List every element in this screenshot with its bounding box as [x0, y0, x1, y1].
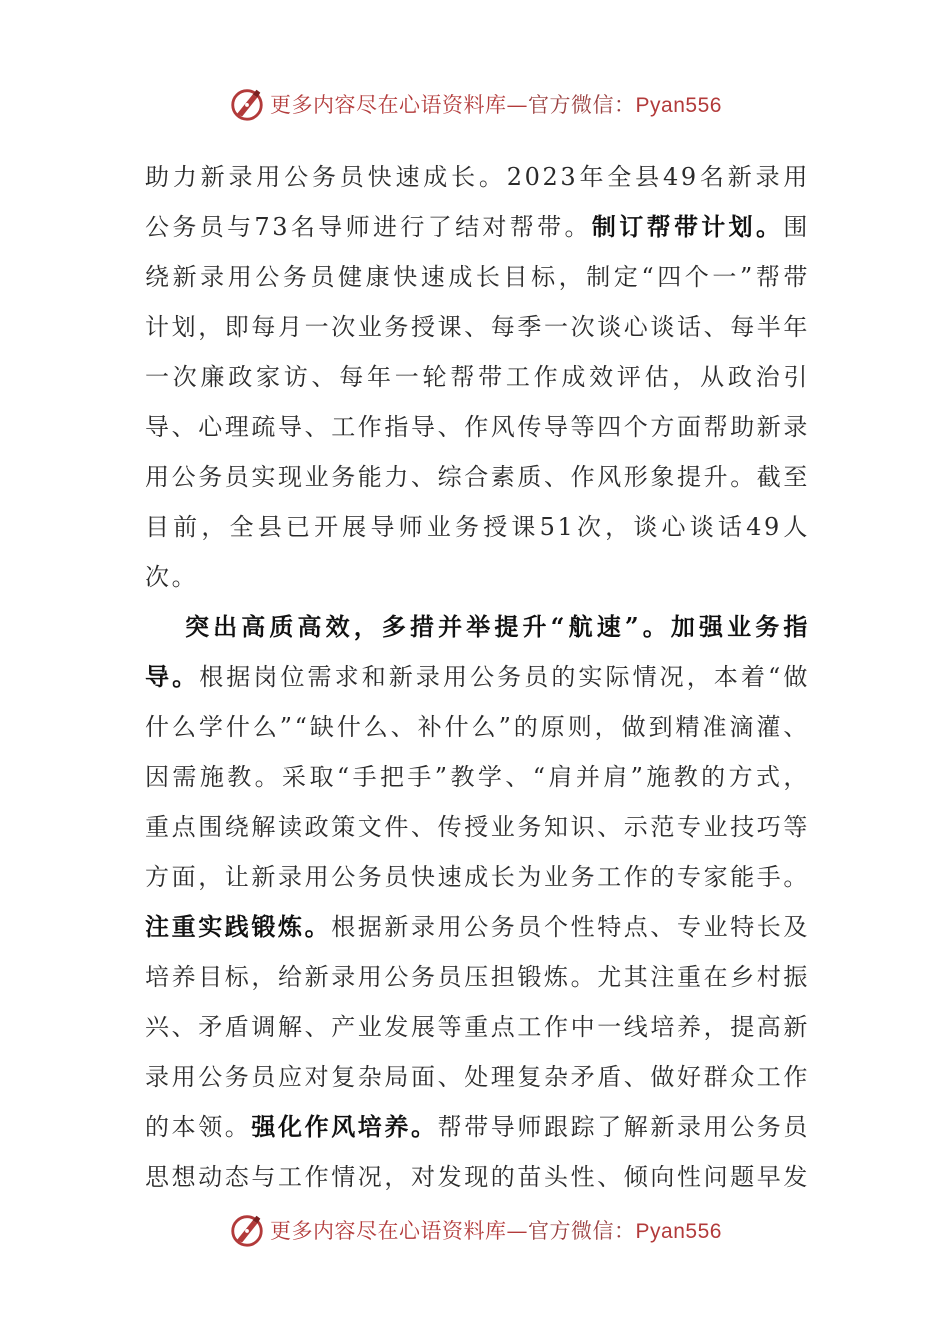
footer-wechat-label: 官方微信： — [528, 1219, 636, 1243]
header-banner — [0, 80, 950, 128]
document-body — [145, 152, 810, 1202]
footer-site-text: 更多内容尽在心语资料库 — [270, 1219, 507, 1243]
footer-text — [270, 1215, 722, 1245]
paragraph-2 — [145, 602, 810, 1202]
pen-nib-circle-icon — [228, 85, 266, 123]
header-wechat-label: 官方微信： — [528, 93, 636, 117]
p2-text-3: 帮带导师跟踪了解新录用公务员思想动态与工作情况，对发现的苗头性、倾向性问题早发 — [145, 1113, 811, 1191]
p1-text-1: 助力新录用公务员快速成长。2023年全县49名新录用公务员与73名导师进行了结对帮带。 — [145, 163, 810, 241]
header-wechat-account: Pyan556 — [635, 94, 722, 117]
header-dash: — — [506, 93, 529, 117]
p2-text-1: 根据岗位需求和新录用公务员的实际情况，本着“做什么学什么”“缺什么、补什么”的原则，做到精准滴灌、因需施教。采取“手把手”教学、“肩并肩”施教的方式，重点围绕解读政策文件、传授业务知识、示范专业技巧等方面，让新录用公务员快速成长为业务工作的专家能手。 — [145, 663, 810, 891]
p1-bold-1: 制订帮带计划。 — [591, 212, 784, 241]
p2-text-2: 根据新录用公务员个性特点、专业特长及培养目标，给新录用公务员压担锻炼。尤其注重在乡村振兴、矛盾调解、产业发展等重点工作中一线培养，提高新录用公务员应对复杂局面、处理复杂矛盾、做好群众工作的本领。 — [145, 913, 811, 1141]
header-site-text: 更多内容尽在心语资料库 — [270, 93, 507, 117]
pen-nib-circle-icon — [228, 1211, 266, 1249]
p2-bold-1: 突出高质高效，多措并举提升“航速”。加强业务指导。 — [145, 612, 810, 691]
paragraph-1 — [145, 152, 810, 602]
footer-banner — [0, 1206, 950, 1254]
p2-bold-2: 注重实践锻炼。 — [145, 912, 332, 941]
footer-wechat-account: Pyan556 — [635, 1220, 722, 1243]
p2-bold-3: 强化作风培养。 — [251, 1112, 438, 1141]
footer-dash: — — [506, 1219, 529, 1243]
p1-text-2: 围绕新录用公务员健康快速成长目标，制定“四个一”帮带计划，即每月一次业务授课、每季一次谈心谈话、每半年一次廉政家访、每年一轮帮带工作成效评估，从政治引导、心理疏导、工作指导、作风传导等四个方面帮助新录用公务员实现业务能力、综合素质、作风形象提升。截至目前，全县已开展导师业务授课51次，谈心谈话49人次。 — [145, 213, 810, 591]
header-text — [270, 89, 722, 119]
